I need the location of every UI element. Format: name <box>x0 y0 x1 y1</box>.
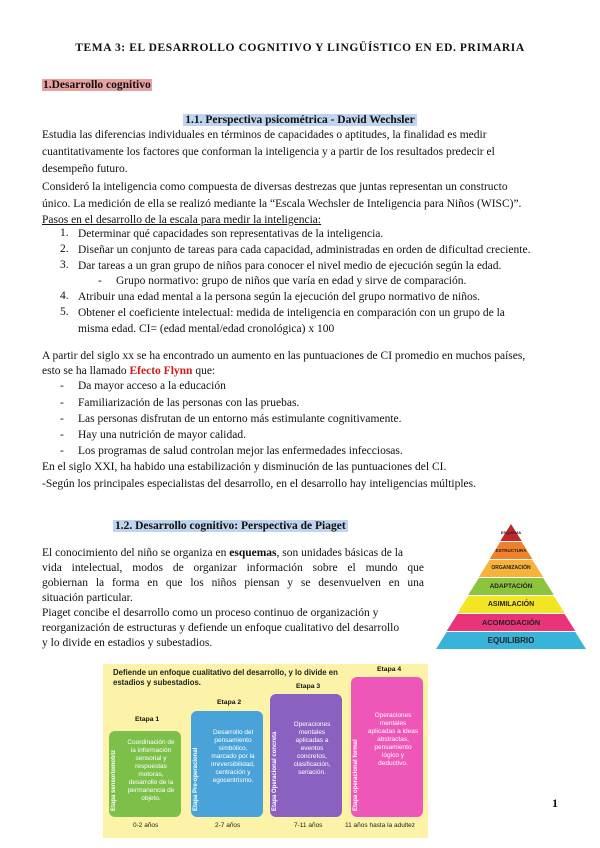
piaget-pyramid <box>436 524 586 650</box>
stage-label: Etapa 2 <box>217 699 242 706</box>
text-span: El conocimiento del niño se organiza en <box>42 547 230 559</box>
flynn-item: Familiarización de las personas con las pruebas. <box>78 397 300 409</box>
step-text: Obtener el coeficiente intelectual: medida de inteligencia en comparación con un grupo de la <box>78 307 505 319</box>
esquemas-term: esquemas <box>229 547 277 559</box>
stage-label: Etapa 1 <box>135 716 160 723</box>
step-text: Atribuir una edad mental a la persona según la ejecución del grupo normativo de niños. <box>78 291 481 303</box>
pyramid-level-label: ACOMODACIÓN <box>481 618 541 627</box>
paragraph-line: único. La medición de ella se realizó mediante la “Escala Wechsler de Inteligencia para Niños (WISC)”. <box>42 198 522 210</box>
stage-description: Operaciones mentales aplicadas a eventos concretos, clasificación, seriación. <box>293 720 331 776</box>
bullet-dash: - <box>60 380 64 392</box>
paragraph-line: desempeño futuro. <box>42 163 128 175</box>
pyramid-level-label: ASIMILACIÓN <box>487 601 535 608</box>
paragraph-line: En el siglo XXI, ha habido una estabilización y disminución de las puntuaciones del CI. <box>42 461 447 473</box>
paragraph-line: Piaget concibe el desarrollo como un proceso continuo de organización y <box>42 607 379 619</box>
step-number: 1. <box>60 227 69 239</box>
flynn-effect-term: Efecto Flynn <box>129 365 193 377</box>
stage-description: Operaciones mentales aplicadas a ideas abstractas, pensamiento lógico y deductivo. <box>367 712 419 767</box>
text-span: que: <box>192 365 216 377</box>
piaget-paragraph <box>42 546 424 651</box>
sub-bullet-text: Grupo normativo: grupo de niños que varía en edad y sirve de comparación. <box>116 275 467 287</box>
paragraph-line <box>42 364 215 379</box>
paragraph-line: -Según los principales especialistas del desarrollo, en el desarrollo hay inteligencias múltiples. <box>42 478 477 490</box>
piaget-stages-diagram <box>103 664 428 838</box>
stage-age: 0-2 años <box>133 822 159 829</box>
page-title: TEMA 3: EL DESARROLLO COGNITIVO Y LINGÜÍSTICO EN ED. PRIMARIA <box>75 42 525 54</box>
stage-label: Etapa 4 <box>377 666 402 673</box>
page-number: 1 <box>552 796 558 810</box>
flynn-item: Hay una nutrición de mayor calidad. <box>78 429 246 441</box>
pyramid-level-label: ESTRUCTURA <box>495 548 527 553</box>
pyramid-level-label: ESQUEMA <box>500 530 522 535</box>
section-heading: 1.Desarrollo cognitivo <box>43 79 151 91</box>
paragraph-line: vida intelectual, modos de organizar información sobre el mundo que <box>42 562 424 574</box>
stage-label: Etapa 3 <box>296 683 321 690</box>
pyramid-level-label: EQUILIBRIO <box>487 636 535 645</box>
stage-name-vertical: Etapa Pre-operacional <box>193 747 199 811</box>
stage-description: Desarrollo del pensamiento simbólico, marcado por la irreversibilidad, centración y egocentrismo. <box>211 729 255 784</box>
paragraph-line: reorganización de estructuras y defiende un enfoque cualitativo del desarrollo <box>42 622 400 634</box>
text-span: esto se ha llamado <box>42 365 130 377</box>
paragraph-line: gobiernan la forma en que los niños piensan y se desenvuelven en una <box>42 577 424 589</box>
bullet-dash: - <box>60 413 64 425</box>
stage-name-vertical: Etapa sensoriomotriz <box>111 749 117 811</box>
flynn-item: Los programas de salud controlan mejor las enfermedades infecciosas. <box>78 445 403 457</box>
step-number: 2. <box>60 243 69 255</box>
pyramid-level-label: ORGANIZACIÓN <box>491 565 531 571</box>
step-text: Dar tareas a un gran grupo de niños para conocer el nivel medio de ejecución según la edad. <box>78 260 502 272</box>
paragraph-line: y lo divide en estadios y subestadios. <box>42 637 213 649</box>
stage-age: 7-11 años <box>294 822 323 829</box>
stage-age: 2-7 años <box>215 822 241 829</box>
step-text: Determinar qué capacidades son representativas de la inteligencia. <box>78 228 384 240</box>
step-number: 5. <box>60 306 69 318</box>
flynn-item: Da mayor acceso a la educación <box>78 380 226 392</box>
paragraph-line <box>42 546 424 561</box>
stage-name-vertical: Etapa Operacional concreta <box>272 731 278 811</box>
subsection-heading-piaget: 1.2. Desarrollo cognitivo: Perspectiva de Piaget <box>115 520 346 532</box>
paragraph-line: A partir del siglo xx se ha encontrado un aumento en las puntuaciones de CI promedio en muchos países, <box>42 350 526 362</box>
step-text-continued: misma edad. CI= (edad mental/edad cronológica) x 100 <box>78 323 335 335</box>
step-text: Diseñar un conjunto de tareas para cada capacidad, administradas en orden de dificultad creciente. <box>78 244 531 256</box>
sub-bullet-dash: - <box>98 275 102 287</box>
diagram-title: Defiende un enfoque cualitativo del desarrollo, y lo divide en estadios y subestadios. <box>113 668 338 687</box>
paragraph-line: situación particular. <box>42 592 133 604</box>
pyramid-level-label: ADAPTACIÓN <box>489 583 533 590</box>
paragraph-line: cuantitativamente los factores que conforman la inteligencia y a partir de los resultados predecir el <box>42 146 495 158</box>
stage-name-vertical: Etapa operacional formal <box>353 739 359 811</box>
bullet-dash: - <box>60 429 64 441</box>
stage-description: Coordinación de la información sensorial y respuestas motoras, desarrollo de la permanencia de objeto. <box>127 739 175 802</box>
bullet-dash: - <box>60 445 64 457</box>
bullet-dash: - <box>60 397 64 409</box>
subsection-heading-wechsler: 1.1. Perspectiva psicométrica - David Wechsler <box>185 114 415 126</box>
text-span: , son unidades básicas de la <box>276 547 403 559</box>
steps-heading: Pasos en el desarrollo de la escala para medir la inteligencia: <box>42 214 322 226</box>
step-number: 3. <box>60 259 69 271</box>
paragraph-line: Consideró la inteligencia como compuesta de diversas destrezas que juntas representan un constructo <box>42 181 508 193</box>
step-number: 4. <box>60 290 69 302</box>
paragraph-line: Estudia las diferencias individuales en términos de capacidades o aptitudes, la finalidad es medir <box>42 129 487 141</box>
flynn-item: Las personas disfrutan de un entorno más estimulante cognitivamente. <box>78 413 402 425</box>
stage-age: 11 años hasta la adultez <box>345 822 415 829</box>
